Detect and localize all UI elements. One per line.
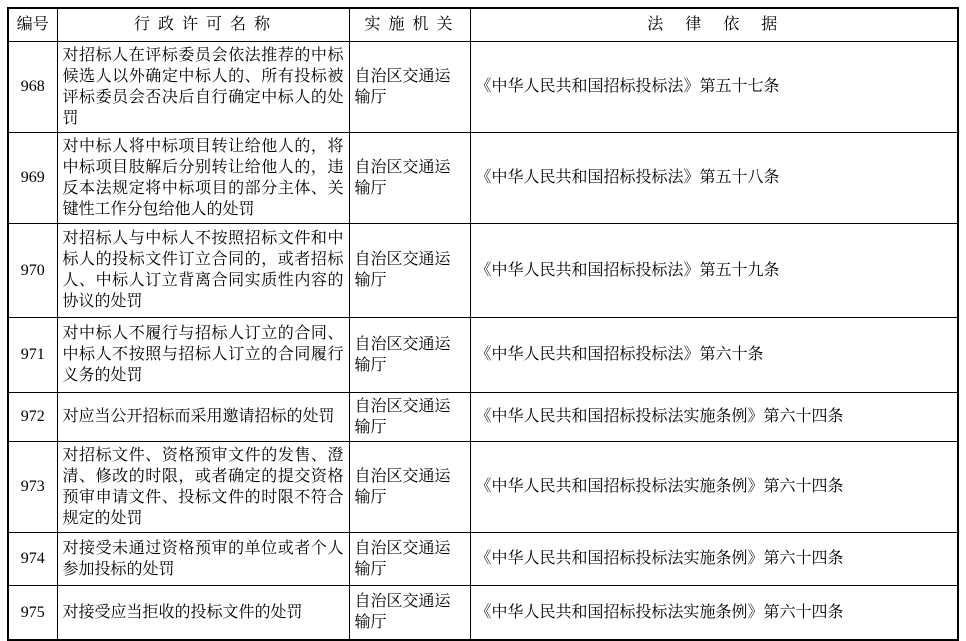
column-header-number: 编号 xyxy=(8,8,57,41)
row-number-cell: 970 xyxy=(8,223,57,317)
row-number-cell: 974 xyxy=(8,532,57,585)
table-row xyxy=(8,392,958,441)
column-header-legal-basis: 法 律 依 据 xyxy=(470,8,958,41)
row-number-cell: 968 xyxy=(8,41,57,132)
table-row xyxy=(8,223,958,317)
permit-name-cell: 对中标人不履行与招标人订立的合同、中标人不按照与招标人订立的合同履行义务的处罚 xyxy=(57,317,349,392)
table-row xyxy=(8,532,958,585)
permit-name-cell: 对接受未通过资格预审的单位或者个人参加投标的处罚 xyxy=(57,532,349,585)
row-number-cell: 975 xyxy=(8,585,57,640)
row-number-cell: 973 xyxy=(8,441,57,532)
agency-cell: 自治区交通运输厅 xyxy=(349,585,470,640)
permit-name-cell: 对招标人与中标人不按照招标文件和中标人的投标文件订立合同的，或者招标人、中标人订立背离合同实质性内容的协议的处罚 xyxy=(57,223,349,317)
column-header-permit-name: 行 政 许 可 名 称 xyxy=(57,8,349,41)
permit-name-cell: 对招标文件、资格预审文件的发售、澄清、修改的时限，或者确定的提交资格预审申请文件、投标文件的时限不符合规定的处罚 xyxy=(57,441,349,532)
document-page xyxy=(7,7,959,641)
legal-basis-cell: 《中华人民共和国招标投标法实施条例》第六十四条 xyxy=(470,585,958,640)
agency-cell: 自治区交通运输厅 xyxy=(349,441,470,532)
table-header-row xyxy=(8,8,958,41)
legal-basis-cell: 《中华人民共和国招标投标法实施条例》第六十四条 xyxy=(470,532,958,585)
row-number-cell: 971 xyxy=(8,317,57,392)
table-row xyxy=(8,585,958,640)
table-row xyxy=(8,441,958,532)
table-row xyxy=(8,41,958,132)
legal-basis-cell: 《中华人民共和国招标投标法》第五十九条 xyxy=(470,223,958,317)
agency-cell: 自治区交通运输厅 xyxy=(349,41,470,132)
column-header-agency: 实 施 机 关 xyxy=(349,8,470,41)
permit-name-cell: 对招标人在评标委员会依法推荐的中标候选人以外确定中标人的、所有投标被评标委员会否决后自行确定中标人的处罚 xyxy=(57,41,349,132)
agency-cell: 自治区交通运输厅 xyxy=(349,223,470,317)
legal-basis-cell: 《中华人民共和国招标投标法实施条例》第六十四条 xyxy=(470,392,958,441)
administrative-permits-table xyxy=(7,7,959,641)
agency-cell: 自治区交通运输厅 xyxy=(349,132,470,223)
table-row xyxy=(8,317,958,392)
permit-name-cell: 对中标人将中标项目转让给他人的，将中标项目肢解后分别转让给他人的，违反本法规定将中标项目的部分主体、关键性工作分包给他人的处罚 xyxy=(57,132,349,223)
legal-basis-cell: 《中华人民共和国招标投标法》第六十条 xyxy=(470,317,958,392)
legal-basis-cell: 《中华人民共和国招标投标法》第五十八条 xyxy=(470,132,958,223)
permit-name-cell: 对接受应当拒收的投标文件的处罚 xyxy=(57,585,349,640)
agency-cell: 自治区交通运输厅 xyxy=(349,317,470,392)
row-number-cell: 969 xyxy=(8,132,57,223)
agency-cell: 自治区交通运输厅 xyxy=(349,392,470,441)
legal-basis-cell: 《中华人民共和国招标投标法实施条例》第六十四条 xyxy=(470,441,958,532)
table-row xyxy=(8,132,958,223)
agency-cell: 自治区交通运输厅 xyxy=(349,532,470,585)
legal-basis-cell: 《中华人民共和国招标投标法》第五十七条 xyxy=(470,41,958,132)
permit-name-cell: 对应当公开招标而采用邀请招标的处罚 xyxy=(57,392,349,441)
row-number-cell: 972 xyxy=(8,392,57,441)
